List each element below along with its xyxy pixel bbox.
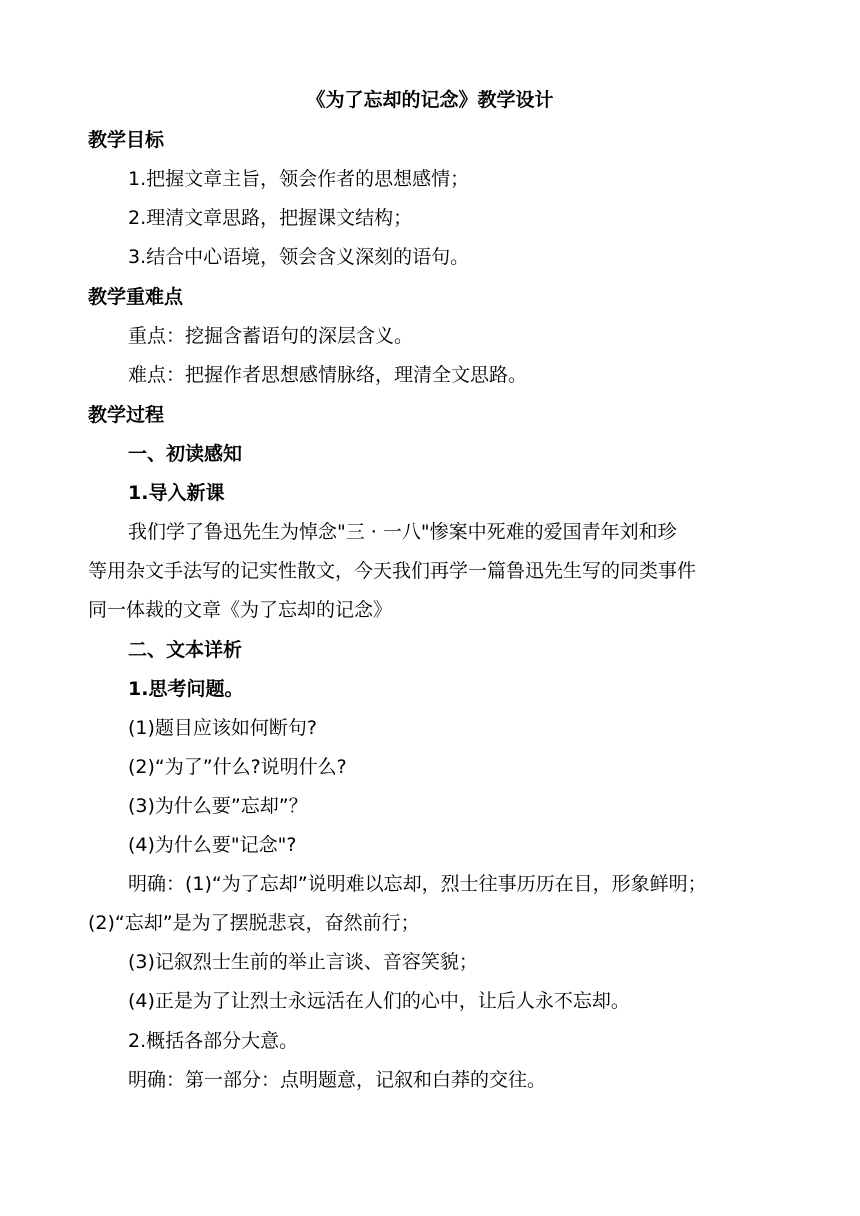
summary-line: 明确：第一部分：点明题意，记叙和白莽的交往。 [128, 1069, 547, 1091]
process-heading: 教学过程 [88, 404, 165, 426]
part1-subheading: 1.导入新课 [128, 482, 225, 504]
part1-heading: 一、初读感知 [128, 443, 243, 465]
question-item: (1)题目应该如何断句? [128, 717, 317, 739]
objective-item: 3.结合中心语境，领会含义深刻的语句。 [128, 246, 470, 268]
paragraph-line: 同一体裁的文章《为了忘却的记念》 [88, 599, 393, 621]
document-title: 《为了忘却的记念》教学设计 [306, 89, 554, 111]
answer-line: (2)“忘却”是为了摆脱悲哀，奋然前行； [88, 912, 420, 934]
answer-line: (3)记叙烈士生前的举止言谈、音容笑貌； [128, 951, 478, 973]
paragraph-line: 等用杂文手法写的记实性散文，今天我们再学一篇鲁迅先生写的同类事件 [88, 560, 697, 582]
objectives-heading: 教学目标 [88, 129, 165, 151]
objective-item: 1.把握文章主旨，领会作者的思想感情； [128, 168, 470, 190]
part2-subheading-2: 2.概括各部分大意。 [128, 1030, 299, 1052]
question-item: (4)为什么要"记念"? [128, 834, 297, 856]
answer-line: 明确：(1)“为了忘却”说明难以忘却，烈士往事历历在目，形象鲜明； [128, 873, 707, 895]
key-point: 重点：挖掘含蓄语句的深层含义。 [128, 325, 414, 347]
part2-subheading: 1.思考问题。 [128, 678, 244, 700]
paragraph-line: 我们学了鲁迅先生为悼念"三 · 一八"惨案中死难的爱国青年刘和珍 [128, 521, 677, 543]
difficult-point: 难点：把握作者思想感情脉络，理清全文思路。 [128, 364, 528, 386]
objective-item: 2.理清文章思路，把握课文结构； [128, 207, 413, 229]
question-item: (3)为什么要”忘却”？ [128, 795, 308, 817]
answer-line: (4)正是为了让烈士永远活在人们的心中，让后人永不忘却。 [128, 990, 630, 1012]
question-item: (2)“为了”什么?说明什么? [128, 756, 347, 778]
keypoints-heading: 教学重难点 [88, 286, 184, 308]
part2-heading: 二、文本详析 [128, 639, 243, 661]
